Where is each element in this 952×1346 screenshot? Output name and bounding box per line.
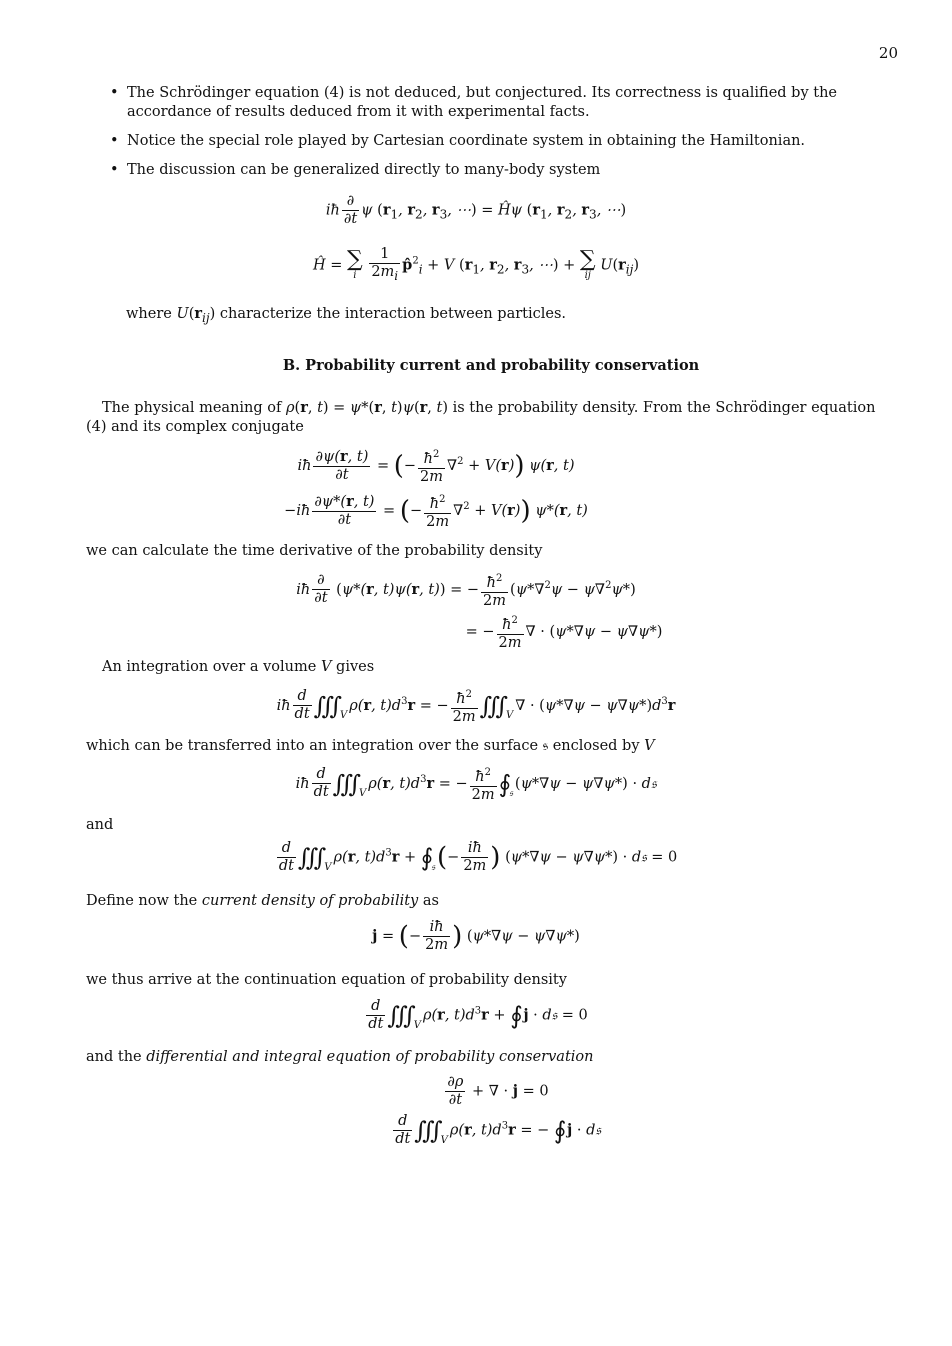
equation-surface-integral: iħ $\frac{d}{dt}$ ∭ $_V$ρ(r, $t)d^3r$ = − $\frac{ħ^2}{2m}$ ∮ $_𝔰$(ψ*∇ψ − ψ∇ψ*) · d𝔰 <box>295 766 657 803</box>
page-number: 20 <box>878 44 898 62</box>
equation-many-body-schrodinger: iħ $\frac{\partial}{\partial t}$ ψ ($r_1$, $r_2$, $r_3$, ⋯) = Ĥψ ($r_1$, $r_2$, $r_3$, ⋯) <box>325 193 627 227</box>
equation-density-derivative-2: = − $\frac{ħ^2}{2m}$ ∇ · (ψ*∇ψ − ψ∇ψ*) <box>465 615 663 651</box>
equation-continuation: $\frac{d}{dt}$ ∭ $_V$ρ(r, $t)d^3r$ + ∮ j · d𝔰 = 0 <box>368 998 588 1032</box>
equation-schrodinger: iħ $\frac{\partial\psi(r, t)}{\partial t}$ = (− $\frac{ħ^2}{2m}$ ∇$^2$ + V(r)) ψ(r, t) <box>297 447 575 485</box>
bullet-dot-icon: • <box>110 162 119 178</box>
paragraph-define-current: Define now the current density of probability as <box>86 893 439 909</box>
paragraph-differential-integral: and the differential and integral equation of probability conservation <box>86 1049 594 1065</box>
bullet-item: • The discussion can be generalized directly to many-body system <box>110 162 601 178</box>
equation-schrodinger-conjugate: −iħ $\frac{\partial\psi*(r, t)}{\partial t}$ = (− $\frac{ħ^2}{2m}$ ∇$^2$ + V(r)) ψ*(r, t) <box>284 492 588 530</box>
paragraph-volume-integration: An integration over a volume V gives <box>102 659 375 675</box>
bullet-dot-icon: • <box>110 85 119 101</box>
bullet-dot-icon: • <box>110 133 119 149</box>
equation-volume-integral: iħ $\frac{d}{dt}$ ∭ $_V$ρ(r, $t)d^3r$ = − $\frac{ħ^2}{2m}$ ∭ $_V\nabla \cdot (\psi*\nabla\psi - \psi\nabla\psi*)d^3r$ <box>276 688 676 725</box>
equation-hamiltonian: Ĥ = ∑ i $\frac{1}{2m_i}$ p̂$^2_i$ + V ($r_1$, $r_2$, $r_3$, ⋯) + ∑ ij $U(r_{ij})$ <box>312 246 640 283</box>
paragraph-surface-transfer: which can be transferred into an integration over the surface 𝔰 enclosed by V <box>86 738 655 754</box>
section-title: B. Probability current and probability conservation <box>282 357 700 374</box>
bullet-list <box>110 84 900 190</box>
bullet-item: • Notice the special role played by Cartesian coordinate system in obtaining the Hamiltonian. <box>110 133 806 149</box>
equation-differential-conservation: $\frac{\partial\rho}{\partial t}$ + ∇ · j = 0 <box>447 1074 549 1108</box>
paragraph-physical-meaning: The physical meaning of ρ(r, t) = ψ*(r, t)ψ(r, t) is the probability density. From the Schrödinger equation (4) and its complex conjugate <box>86 399 876 435</box>
paragraph-time-derivative: we can calculate the time derivative of the probability density <box>86 543 543 559</box>
where-line: where $U(r_{ij})$ characterize the interaction between particles. <box>126 305 567 325</box>
paragraph-continuation: we thus arrive at the continuation equation of probability density <box>86 972 567 988</box>
bullet-item: • The Schrödinger equation (4) is not deduced, but conjectured. Its correctness is qualified by the accordance of results deduced from it with experimental facts. <box>110 85 838 120</box>
equation-current-density: j = (− $\frac{iħ}{2m}$ ) (ψ*∇ψ − ψ∇ψ*) <box>372 919 580 953</box>
equation-integral-conservation: $\frac{d}{dt}$ ∭ $_V$ρ(r, $t)d^3r$ = − ∮ j · d𝔰 <box>395 1113 601 1147</box>
equation-conservation-combined: $\frac{d}{dt}$ ∭ $_V$ρ(r, $t)d^3r$ + ∮ $_𝔰$(− $\frac{iħ}{2m}$ ) (ψ*∇ψ − ψ∇ψ*) · d𝔰 = 0 <box>278 840 678 874</box>
equation-density-derivative-1: iħ $\frac{\partial}{\partial t}$ (ψ*(r, t)ψ(r, t)) = − $\frac{ħ^2}{2m}$ (ψ*∇$^2$ψ − ψ∇$^2$ψ*) <box>296 572 636 609</box>
paragraph-and: and <box>86 817 114 833</box>
